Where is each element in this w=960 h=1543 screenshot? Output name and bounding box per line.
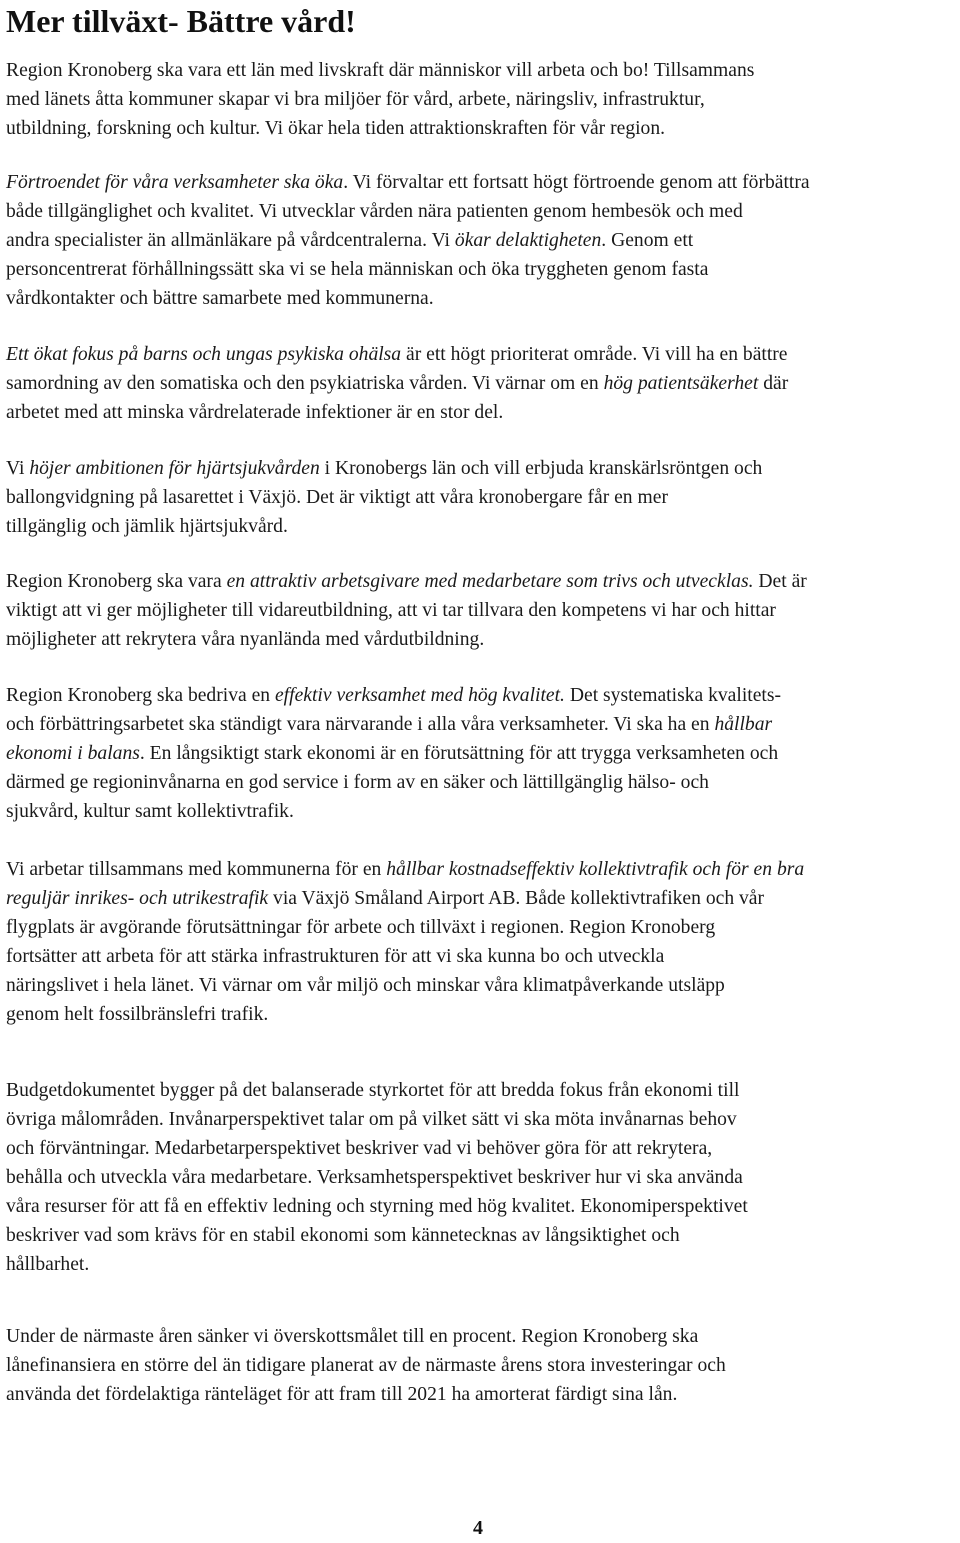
text-line: beskriver vad som krävs för en stabil ekonomi som kännetecknas av långsiktighet och	[6, 1225, 680, 1246]
text-line: utbildning, forskning och kultur. Vi ökar hela tiden attraktionskraften för vår region.	[6, 118, 666, 139]
text-span: i Kronobergs län och vill erbjuda kranskärlsröntgen och	[319, 458, 763, 479]
text-line: vårdkontakter och bättre samarbete med kommunerna.	[6, 288, 434, 309]
text-span: där	[758, 373, 789, 394]
text-line	[6, 855, 960, 884]
emphasis-text: höjer ambitionen för hjärtsjukvården	[29, 458, 320, 479]
text-span: Det är	[753, 571, 807, 592]
paragraph-financing	[6, 1322, 960, 1409]
emphasis-text: Förtroendet för våra verksamheter ska öka	[6, 172, 344, 193]
text-line: både tillgänglighet och kvalitet. Vi utvecklar vården nära patienten genom hembesök och med	[6, 201, 743, 222]
text-line	[6, 567, 960, 596]
paragraph-employer	[6, 567, 960, 654]
emphasis-text: hållbar	[714, 714, 773, 735]
text-line	[6, 369, 960, 398]
text-span: . Genom ett	[601, 230, 694, 251]
text-line: och förväntningar. Medarbetarperspektivet beskriver vad vi behöver göra för att rekrytera,	[6, 1138, 713, 1159]
page-title: Mer tillväxt- Bättre vård!	[6, 3, 356, 39]
text-span: samordning av den somatiska och den psykiatriska vården. Vi värnar om en	[6, 373, 604, 394]
emphasis-text: hållbar kostnadseffektiv kollektivtrafik och för en bra	[386, 859, 805, 880]
text-line: Budgetdokumentet bygger på det balanserade styrkortet för att bredda fokus från ekonomi till	[6, 1080, 740, 1101]
text-line	[6, 340, 960, 369]
text-line	[6, 884, 960, 913]
paragraph-scorecard	[6, 1076, 960, 1279]
text-line: därmed ge regioninvånarna en god service i form av en säker och lättillgänglig hälso- och	[6, 772, 709, 793]
text-line	[6, 168, 960, 197]
text-line: Under de närmaste åren sänker vi överskottsmålet till en procent. Region Kronoberg ska	[6, 1326, 699, 1347]
text-span: Region Kronoberg ska bedriva en	[6, 685, 275, 706]
text-line: övriga målområden. Invånarperspektivet talar om på vilket sätt vi ska möta invånarnas behov	[6, 1109, 737, 1130]
text-span: Region Kronoberg ska vara	[6, 571, 227, 592]
text-line: lånefinansiera en större del än tidigare planerat av de närmaste årens stora investeringar och	[6, 1355, 726, 1376]
text-span: . En långsiktigt stark ekonomi är en förutsättning för att trygga verksamheten och	[139, 743, 779, 764]
text-line: flygplats är avgörande förutsättningar för arbete och tillväxt i regionen. Region Kronoberg	[6, 917, 716, 938]
text-span: Vi arbetar tillsammans med kommunerna för en	[6, 859, 387, 880]
text-line: tillgänglig och jämlik hjärtsjukvård.	[6, 516, 288, 537]
emphasis-text: Ett ökat fokus på barns och ungas psykiska ohälsa	[6, 344, 402, 365]
text-line: ballongvidgning på lasarettet i Växjö. Det är viktigt att våra kronobergare får en mer	[6, 487, 668, 508]
text-line: hållbarhet.	[6, 1254, 90, 1275]
text-line: genom helt fossilbränslefri trafik.	[6, 1004, 269, 1025]
text-span: är ett högt prioriterat område. Vi vill ha en bättre	[401, 344, 788, 365]
text-line: sjukvård, kultur samt kollektivtrafik.	[6, 801, 294, 822]
text-line: personcentrerat förhållningssätt ska vi se hela människan och öka tryggheten genom fasta	[6, 259, 709, 280]
text-line: behålla och utveckla våra medarbetare. Verksamhetsperspektivet beskriver hur vi ska använda	[6, 1167, 743, 1188]
paragraph-trust	[6, 168, 960, 313]
emphasis-text: ökar delaktigheten	[454, 230, 602, 251]
page-number: 4	[473, 1517, 483, 1539]
text-line: arbetet med att minska vårdrelaterade infektioner är en stor del.	[6, 402, 504, 423]
text-line: möjligheter att rekrytera våra nyanlända med vårdutbildning.	[6, 629, 485, 650]
emphasis-text: ekonomi i balans	[6, 743, 140, 764]
text-line: våra resurser för att få en effektiv ledning och styrning med hög kvalitet. Ekonomiperspektivet	[6, 1196, 748, 1217]
text-line	[6, 454, 960, 483]
emphasis-text: hög patientsäkerhet	[603, 373, 759, 394]
text-line	[6, 710, 960, 739]
emphasis-text: reguljär inrikes- och utrikestrafik	[6, 888, 269, 909]
text-line	[6, 681, 960, 710]
text-line: viktigt att vi ger möjligheter till vidareutbildning, att vi tar tillvara den kompetens vi har och hittar	[6, 600, 776, 621]
paragraph-vision	[6, 56, 960, 143]
text-line: Region Kronoberg ska vara ett län med livskraft där människor vill arbeta och bo! Tillsammans	[6, 60, 755, 81]
text-span: och förbättringsarbetet ska ständigt vara närvarande i alla våra verksamheter. Vi ska ha en	[6, 714, 715, 735]
text-line: fortsätter att arbeta för att stärka infrastrukturen för att vi ska kunna bo och utveckla	[6, 946, 665, 967]
text-span: . Vi förvaltar ett fortsatt högt förtroende genom att förbättra	[343, 172, 810, 193]
paragraph-efficiency	[6, 681, 960, 826]
text-line: näringslivet i hela länet. Vi värnar om vår miljö och minskar våra klimatpåverkande utsläpp	[6, 975, 725, 996]
text-line: med länets åtta kommuner skapar vi bra miljöer för vård, arbete, näringsliv, infrastruktur,	[6, 89, 705, 110]
text-span: Vi	[6, 458, 30, 479]
text-span: Det systematiska kvalitets-	[564, 685, 781, 706]
text-line: använda det fördelaktiga ränteläget för att fram till 2021 ha amorterat färdigt sina lån.	[6, 1384, 678, 1405]
text-span: andra specialister än allmänläkare på vårdcentralerna. Vi	[6, 230, 455, 251]
emphasis-text: en attraktiv arbetsgivare med medarbetare som trivs och utvecklas.	[226, 571, 754, 592]
text-line	[6, 739, 960, 768]
emphasis-text: effektiv verksamhet med hög kvalitet.	[274, 685, 565, 706]
text-line	[6, 226, 960, 255]
paragraph-transport	[6, 855, 960, 1029]
text-span: via Växjö Småland Airport AB. Både kollektivtrafiken och vår	[268, 888, 765, 909]
paragraph-cardiac-care	[6, 454, 960, 541]
paragraph-mental-health	[6, 340, 960, 427]
